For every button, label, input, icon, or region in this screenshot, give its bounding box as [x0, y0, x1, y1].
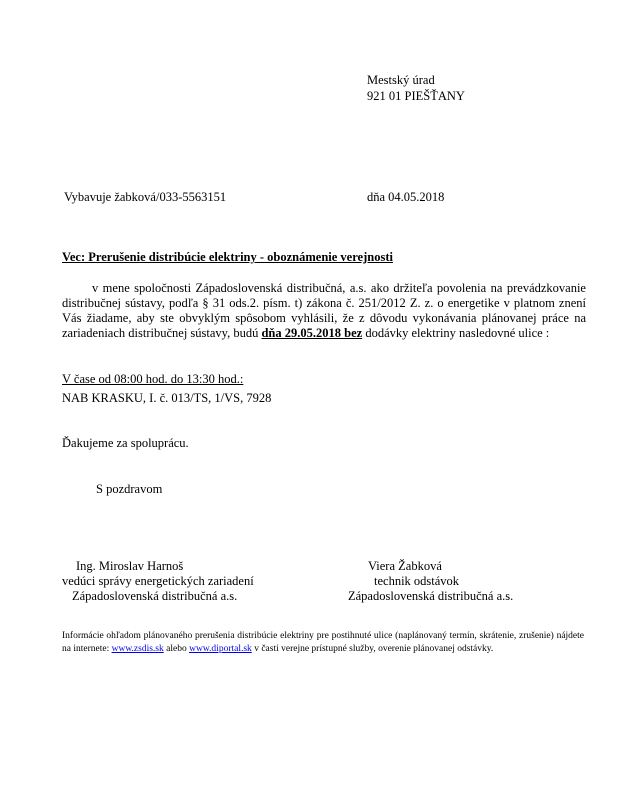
recipient-office: Mestský úrad: [367, 73, 435, 87]
recipient-city: 921 01 PIEŠŤANY: [367, 89, 465, 103]
greeting-line: S pozdravom: [96, 482, 163, 496]
footer-note: [62, 630, 584, 656]
signature-left: [62, 559, 254, 604]
letter-date: dňa 04.05.2018: [367, 190, 445, 204]
outage-date: dňa 29.05.2018 bez: [261, 326, 363, 340]
signer-left-company: Západoslovenská distribučná a.s.: [72, 589, 238, 603]
signer-right-title: technik odstávok: [374, 574, 460, 588]
time-window: V čase od 08:00 hod. do 13:30 hod.:: [62, 372, 244, 386]
subject-line: Vec: Prerušenie distribúcie elektriny - oboznámenie verejnosti: [62, 250, 393, 264]
body-part-1: v mene spoločnosti Západoslovenská distribučná, a.s. ako držiteľa povolenia na prevádzkovanie distribučnej sústavy, podľa § 31 ods.2. písm. t) zákona č. 251/2012 Z. z. o energetike v platnom znení Vás žiadame, aby ste obvyklým spôsobom vyhlásili, že z dôvodu vykonávania plánovanej práce na zariadeniach distribučnej sústavy, budú: [62, 281, 586, 340]
signer-left-title: vedúci správy energetických zariadení: [62, 574, 254, 588]
body-part-2: dodávky elektriny nasledovné ulice :: [365, 326, 550, 340]
diportal-link[interactable]: www.diportal.sk: [189, 644, 252, 654]
zsdis-link[interactable]: www.zsdis.sk: [111, 644, 164, 654]
thanks-line: Ďakujeme za spoluprácu.: [62, 436, 189, 450]
signer-left-name: Ing. Miroslav Harnoš: [76, 559, 184, 573]
footer-text-2: alebo: [166, 644, 187, 654]
signer-right-name: Viera Žabková: [368, 559, 442, 573]
affected-street: NAB KRASKU, I. č. 013/TS, 1/VS, 7928: [62, 391, 272, 405]
handled-by: Vybavuje žabková/033-5563151: [64, 190, 227, 204]
signature-right: [348, 559, 513, 604]
recipient-address: [367, 72, 465, 104]
footer-text-1: Informácie ohľadom plánovaného prerušenia distribúcie elektriny pre postihnuté ulice (naplánovaný termín, skrátenie, zrušenie) nájdete na internete:: [62, 631, 584, 654]
signer-right-company: Západoslovenská distribučná a.s.: [348, 589, 514, 603]
footer-text-3: v časti verejne prístupné služby, overenie plánovanej odstávky.: [254, 644, 494, 654]
body-paragraph: [62, 281, 586, 341]
